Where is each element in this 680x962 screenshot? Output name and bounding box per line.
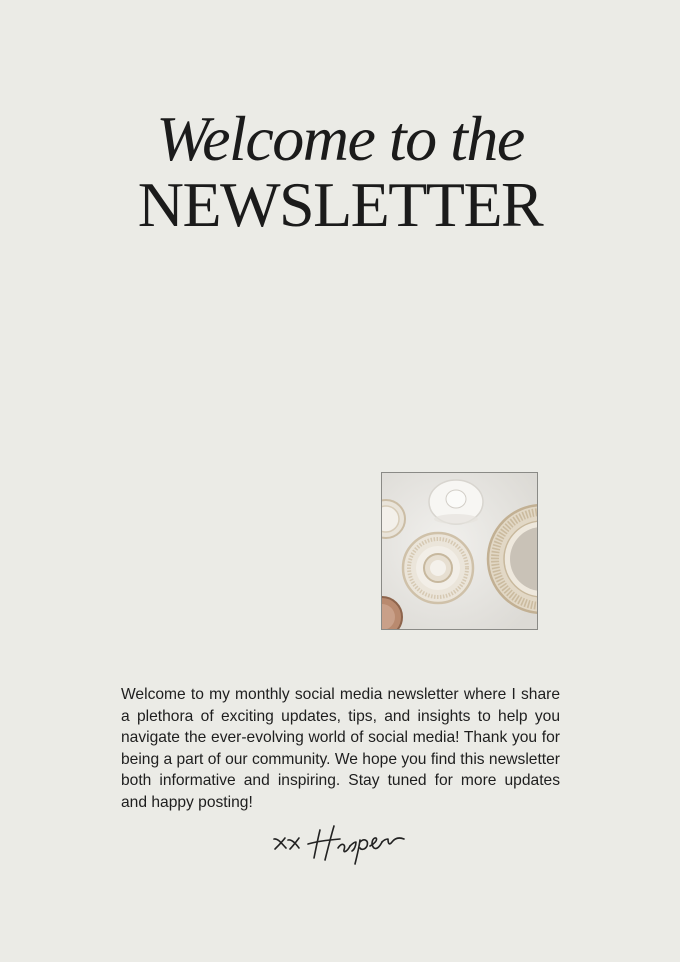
title-newsletter: NEWSLETTER — [137, 169, 543, 240]
signature — [268, 820, 416, 866]
ceramics-photo — [381, 472, 538, 630]
title-welcome: Welcome to the — [156, 103, 524, 174]
intro-paragraph: Welcome to my monthly social media newsletter where I share a plethora of exciting updates, tips, and insights to help you navigate the ever-evolving world of social media! Thank you for being a part of our community. We hope you find this newsletter both informative and inspiring. Stay tuned for more updates and happy posting! — [121, 686, 560, 811]
